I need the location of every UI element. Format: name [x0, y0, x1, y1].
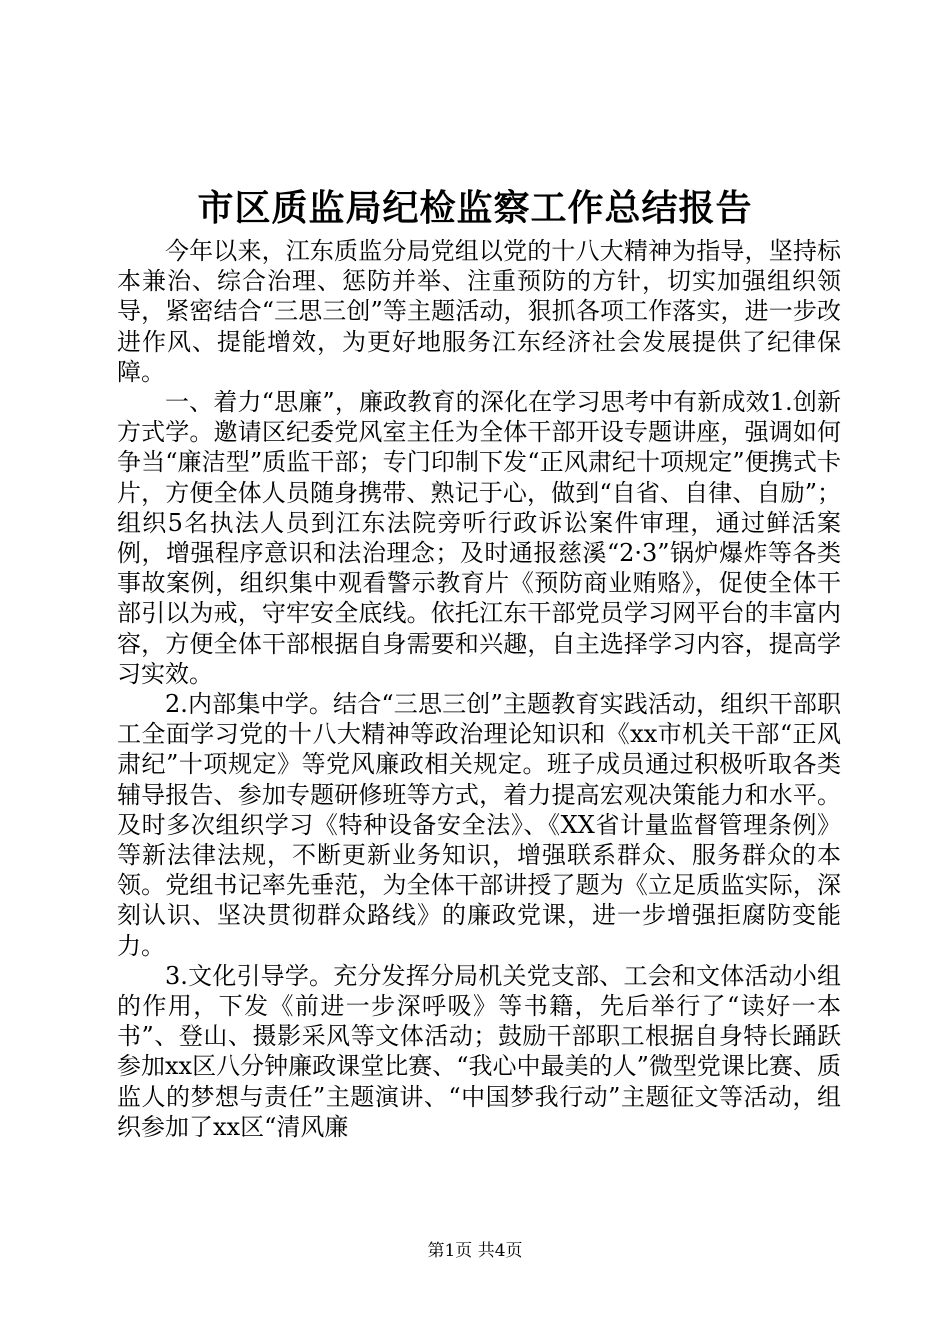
- paragraph-section-2: 2.内部集中学。结合“三思三创”主题教育实践活动，组织干部职工全面学习党的十八大精神等政治理论知识和《xx市机关干部“正风肃纪”十项规定》等党风廉政相关规定。班子成员通过积极听取各类辅导报告、参加专题研修班等方式，着力提高宏观决策能力和水平。及时多次组织学习《特种设备安全法》、《XX省计量监督管理条例》等新法律法规，不断更新业务知识，增强联系群众、服务群众的本领。党组书记率先垂范，为全体干部讲授了题为《立足质监实际，深刻认识、坚决贯彻群众路线》的廉政党课，进一步增强拒腐防变能力。: [117, 690, 841, 960]
- paragraph-section-3: 3.文化引导学。充分发挥分局机关党支部、工会和文体活动小组的作用，下发《前进一步深呼吸》等书籍，先后举行了“读好一本书”、登山、摄影采风等文体活动；鼓励干部职工根据自身特长踊跃参加xx区八分钟廉政课堂比赛、“我心中最美的人”微型党课比赛、质监人的梦想与责任”主题演讲、“中国梦我行动”主题征文等活动，组织参加了xx区“清风廉: [117, 961, 841, 1141]
- paragraph-section-1: 一、着力“思廉”，廉政教育的深化在学习思考中有新成效1.创新方式学。邀请区纪委党风室主任为全体干部开设专题讲座，强调如何争当“廉洁型”质监干部；专门印制下发“正风肃纪十项规定”便携式卡片，方便全体人员随身携带、熟记于心，做到“自省、自律、自励”；组织5名执法人员到江东法院旁听行政诉讼案件审理，通过鲜活案例，增强程序意识和法治理念；及时通报慈溪“2·3”锅炉爆炸等各类事故案例，组织集中观看警示教育片《预防商业贿赂》，促使全体干部引以为戒，守牢安全底线。依托江东干部党员学习网平台的丰富内容，方便全体干部根据自身需要和兴趣，自主选择学习内容，提高学习实效。: [117, 388, 841, 688]
- paragraph-intro: 今年以来，江东质监分局党组以党的十八大精神为指导，坚持标本兼治、综合治理、惩防并举、注重预防的方针，切实加强组织领导，紧密结合“三思三创”等主题活动，狠抓各项工作落实，进一步改进作风、提能增效，为更好地服务江东经济社会发展提供了纪律保障。: [117, 237, 841, 386]
- document-body: [117, 236, 841, 1142]
- document-title: 市区质监局纪检监察工作总结报告: [197, 187, 753, 229]
- page-number-footer: 第1页 共4页: [427, 1241, 523, 1261]
